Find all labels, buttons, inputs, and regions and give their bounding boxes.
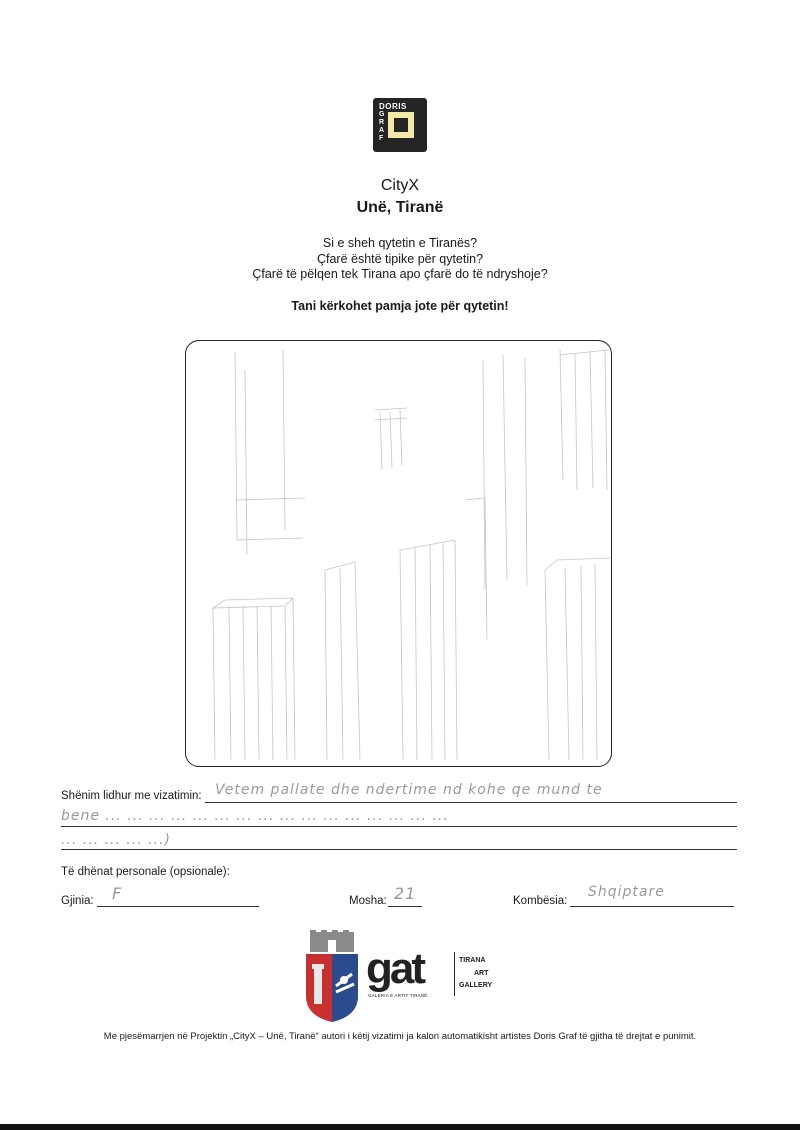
page-title: CityX [380, 177, 420, 194]
nationality-field[interactable] [570, 906, 734, 907]
logo-frame-icon [388, 112, 414, 138]
logo-vertical-letters: G R A F [379, 111, 385, 142]
tirana-crest-icon [304, 930, 360, 1024]
gender-value: F [112, 884, 123, 903]
nationality-value: Shqiptare [588, 884, 665, 900]
logo-name: DORIS [379, 102, 407, 111]
age-field[interactable] [388, 906, 422, 907]
note-input-line-2[interactable] [61, 826, 737, 827]
page-subtitle: Unë, Tiranë [356, 199, 444, 216]
age-label: Mosha: [349, 895, 387, 907]
gender-field[interactable] [97, 906, 259, 907]
nationality-label: Kombësia: [513, 895, 568, 907]
gender-label: Gjinia: [61, 895, 94, 907]
scan-edge [0, 1124, 800, 1130]
note-input-line-1[interactable] [205, 802, 737, 803]
note-handwriting-line-3: ... ... ... ... ...) [61, 832, 172, 848]
doris-graf-logo [373, 98, 427, 152]
logo-divider [454, 952, 455, 996]
tirana-art-gallery-line-1: TIRANA [459, 957, 486, 964]
age-value: 21 [394, 884, 417, 903]
question-1: Si e sheh qytetin e Tiranës? [322, 236, 478, 250]
personal-data-label: Të dhënat personale (opsionale): [61, 866, 230, 878]
tirana-art-gallery-line-2: ART [474, 970, 489, 977]
gat-logo: gat [366, 944, 423, 993]
note-label: Shënim lidhur me vizatimin: [61, 790, 202, 802]
question-3: Çfarë të pëlqen tek Tirana apo çfarë do të ndryshoje? [252, 267, 548, 281]
pencil-sketch-buildings [185, 340, 612, 767]
note-handwriting-line-2: bene ... ... ... ... ... ... ... ... ... ... ... ... ... ... ... ... [61, 808, 449, 824]
tirana-art-gallery-line-3: GALLERY [459, 982, 493, 989]
drawing-prompt: Tani kërkohet pamja jote për qytetin! [291, 299, 509, 313]
note-handwriting-line-1: Vetem pallate dhe ndertime nd kohe qe mund te [215, 782, 603, 798]
question-2: Çfarë është tipike për qytetin? [316, 252, 484, 266]
rights-footer: Me pjesëmarrjen në Projektin „CityX – Unë, Tiranë“ autori i këtij vizatimi ja kalon automatikisht artistes Doris Graf të gjitha të drejtat e punimit. [103, 1031, 697, 1042]
gat-subtitle: GALERIA E ARTIT TIRANË [368, 993, 428, 998]
note-input-line-3[interactable] [61, 849, 737, 850]
